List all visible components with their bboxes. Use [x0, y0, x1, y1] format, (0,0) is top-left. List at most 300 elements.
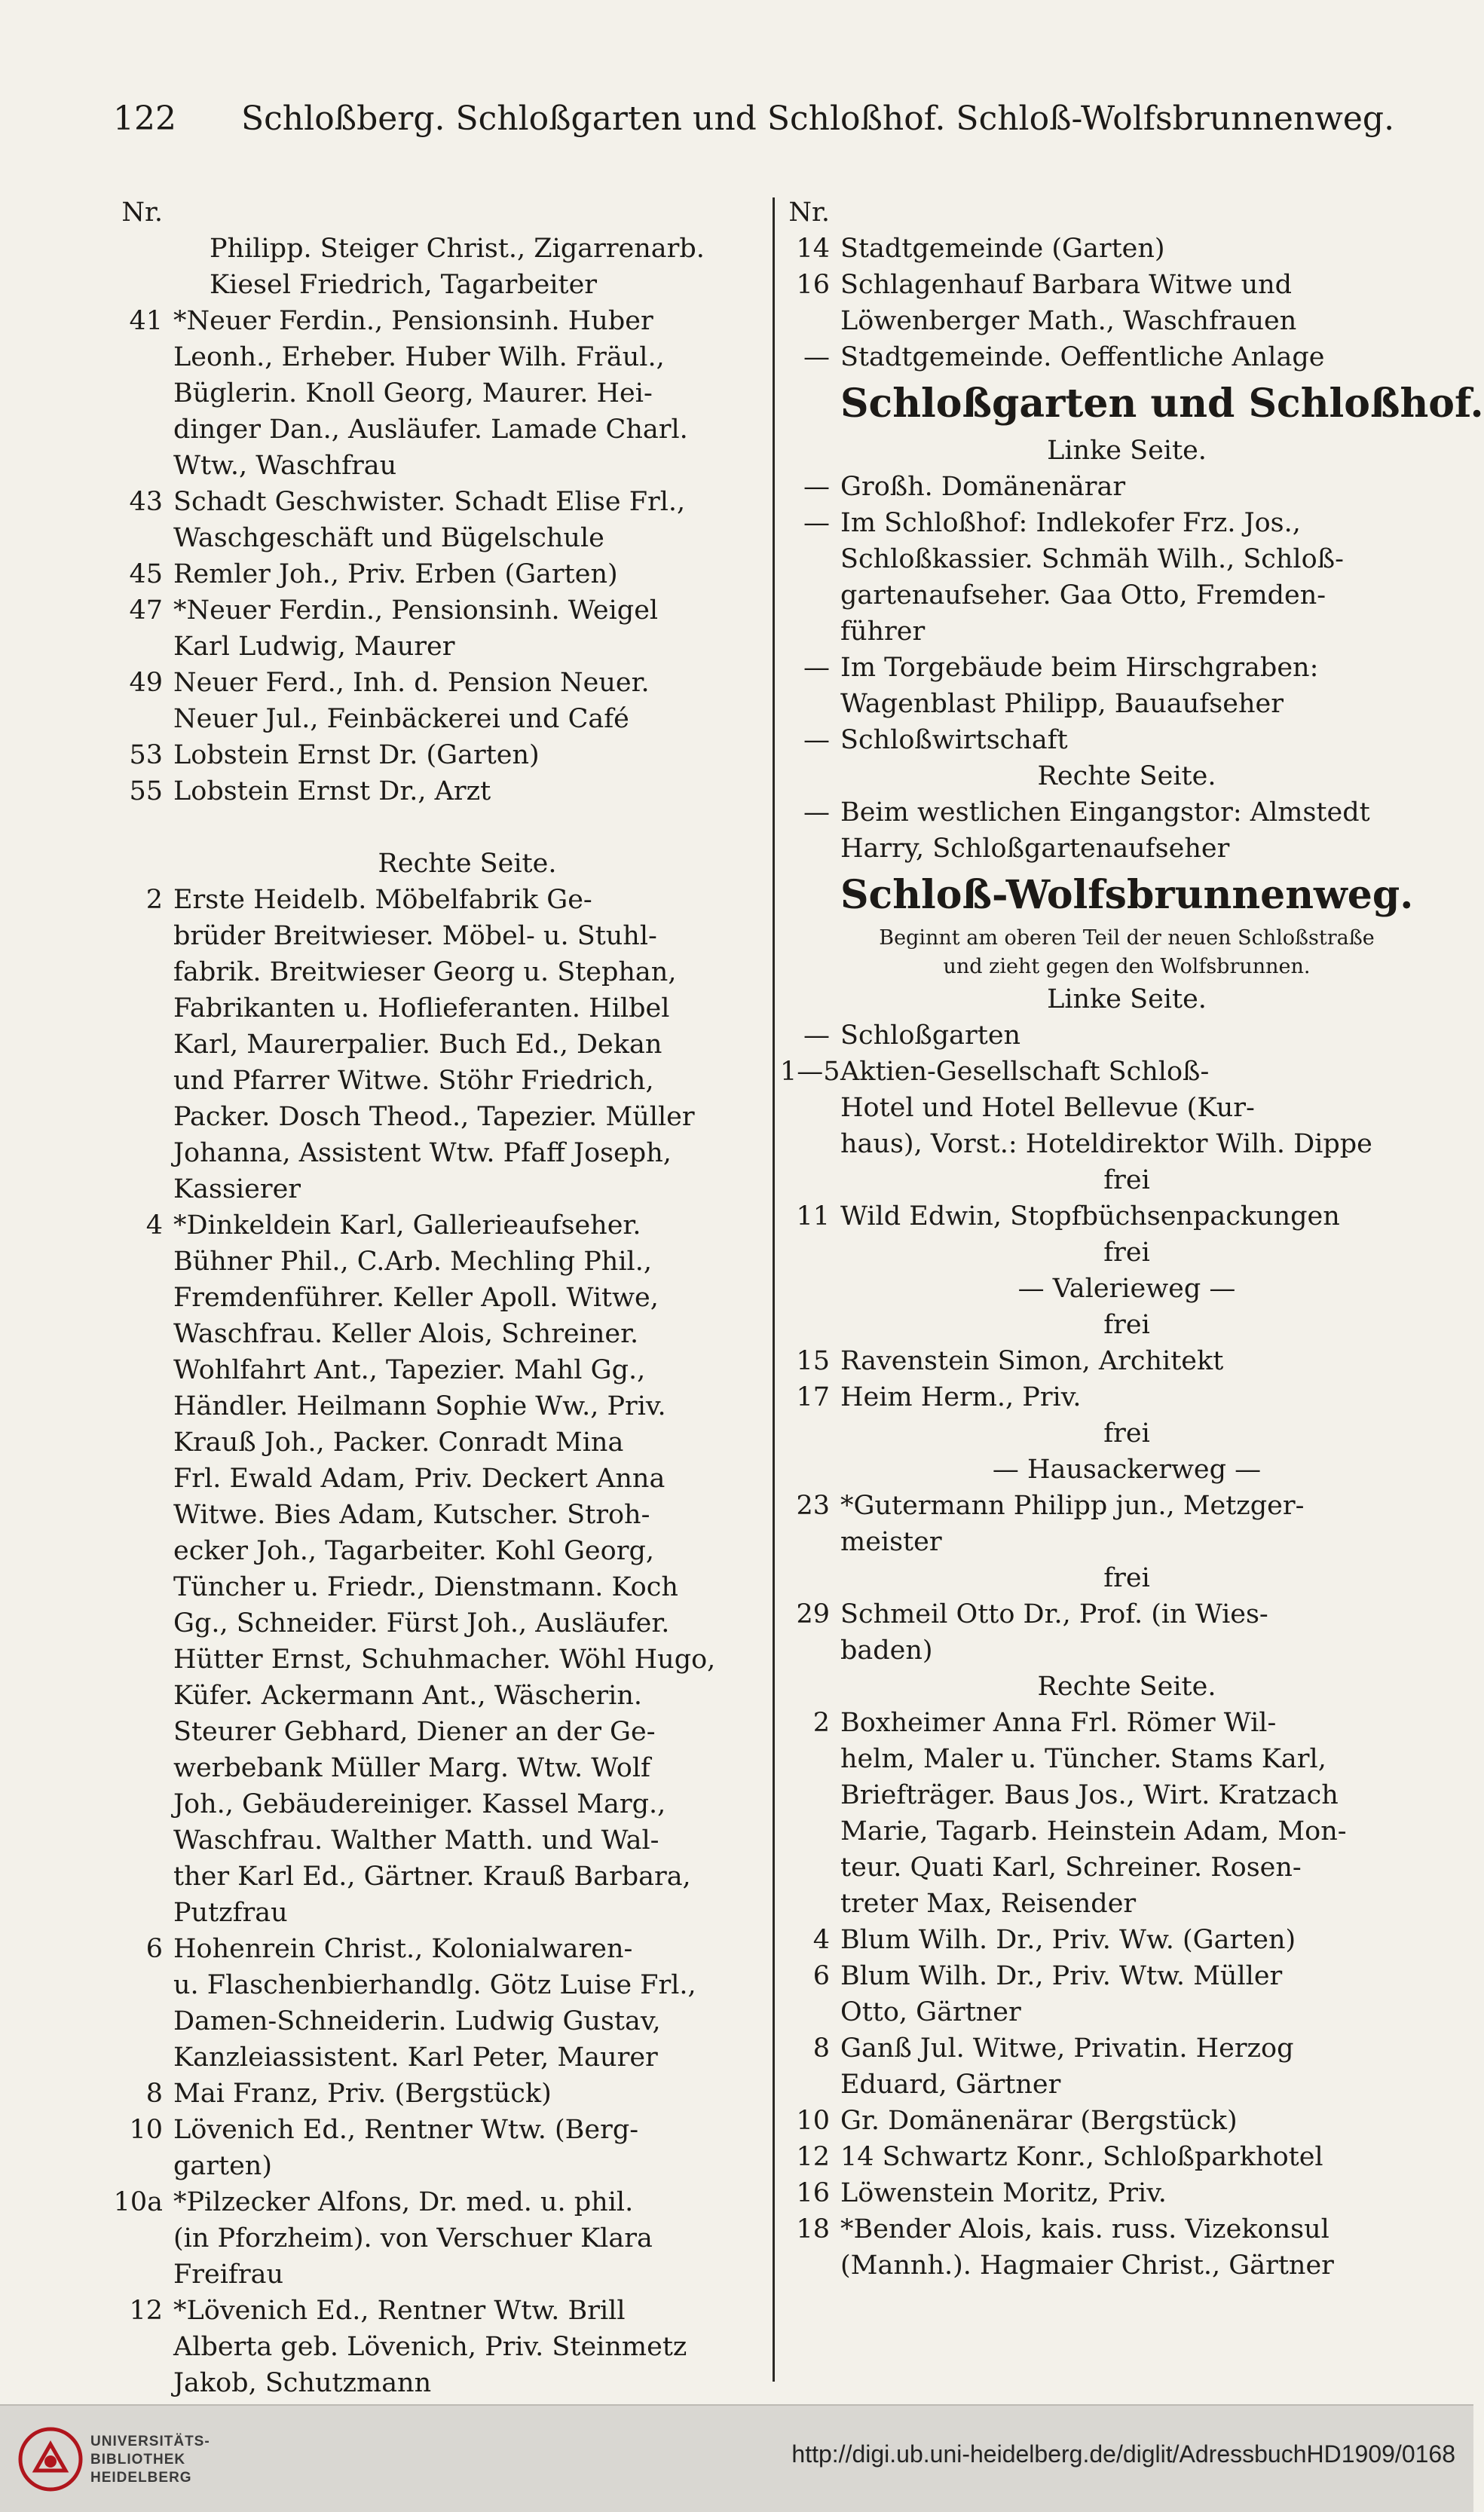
entry-text: Karl, Maurerpalier. Buch Ed., Dekan — [173, 1030, 662, 1060]
entry-text: Im Schloßhof: Indlekofer Frz. Jos., — [840, 508, 1301, 538]
entry-text: Rechte Seite. — [1037, 761, 1216, 791]
entry-text: *Dinkeldein Karl, Gallerieaufseher. — [173, 1210, 641, 1241]
house-number — [113, 2148, 173, 2184]
house-number: 43 — [129, 487, 163, 517]
house-number: 16 — [796, 270, 830, 300]
house-number — [113, 629, 173, 665]
entry-line — [113, 1533, 761, 1569]
entry-line — [113, 2076, 761, 2112]
house-number — [780, 1741, 840, 1777]
entry-line — [113, 1461, 761, 1497]
entry-line — [780, 1379, 1413, 1415]
house-number — [113, 2039, 173, 2076]
entry-text: Beim westlichen Eingangstor: Almstedt — [840, 797, 1370, 828]
house-number — [780, 1850, 840, 1886]
entry-text: Wtw., Waschfrau — [173, 451, 397, 481]
entry-line — [780, 1632, 1413, 1669]
entry-line — [780, 1271, 1413, 1307]
entry-line — [780, 831, 1413, 867]
entry-line — [113, 2148, 761, 2184]
entry-text: Lobstein Ernst Dr., Arzt — [173, 776, 491, 806]
entry-line — [113, 1280, 761, 1316]
house-number — [113, 1027, 173, 1063]
house-number: 17 — [796, 1382, 830, 1412]
house-number — [780, 1777, 840, 1813]
house-number — [113, 520, 173, 556]
entry-text: *Pilzecker Alfons, Dr. med. u. phil. — [173, 2187, 634, 2217]
entry-text: Wagenblast Philipp, Bauaufseher — [840, 689, 1284, 719]
house-number — [780, 924, 840, 953]
entry-text: Erste Heidelb. Möbelfabrik Ge- — [173, 885, 592, 915]
house-number: 2 — [812, 1708, 830, 1738]
entry-line — [780, 1415, 1413, 1452]
entry-text: *Neuer Ferdin., Pensionsinh. Huber — [173, 306, 653, 336]
entry-line — [113, 1388, 761, 1424]
entry-text: Waschfrau. Keller Alois, Schreiner. — [173, 1319, 639, 1349]
entry-text: Tüncher u. Friedr., Dienstmann. Koch — [173, 1572, 678, 1602]
entry-text: Freifrau — [173, 2260, 284, 2290]
entry-text: Schloß-Wolfsbrunnenweg. — [840, 872, 1414, 918]
house-number — [780, 541, 840, 577]
house-number — [113, 1895, 173, 1931]
entry-text: Kanzleiassistent. Karl Peter, Maurer — [173, 2042, 658, 2073]
entry-text: Neuer Ferd., Inh. d. Pension Neuer. — [173, 668, 650, 698]
entry-line — [780, 339, 1413, 375]
entry-text: Löwenstein Moritz, Priv. — [840, 2178, 1167, 2208]
entry-text: garten) — [173, 2151, 272, 2181]
house-number — [113, 412, 173, 448]
house-number — [780, 953, 840, 981]
entry-text: Remler Joh., Priv. Erben (Garten) — [173, 559, 618, 589]
entry-line — [780, 1741, 1413, 1777]
entry-line — [780, 1054, 1413, 1090]
entry-line — [113, 1642, 761, 1678]
entry-line — [113, 2039, 761, 2076]
entry-line — [780, 1922, 1413, 1958]
entry-line — [780, 1994, 1413, 2030]
house-number — [113, 1605, 173, 1642]
house-number: 4 — [145, 1210, 163, 1241]
house-number: 49 — [129, 668, 163, 698]
entry-line — [113, 1207, 761, 1244]
entry-text: Alberta geb. Lövenich, Priv. Steinmetz — [173, 2332, 687, 2362]
entry-line — [780, 1162, 1413, 1198]
house-number: 53 — [129, 740, 163, 770]
entry-line — [780, 650, 1413, 686]
entry-line — [113, 339, 761, 375]
entry-line — [113, 2112, 761, 2148]
house-number — [113, 231, 173, 267]
house-number — [780, 867, 840, 924]
entry-line — [113, 1316, 761, 1352]
house-number — [113, 1171, 173, 1207]
entry-text: frei — [1103, 1238, 1150, 1268]
entry-line — [780, 231, 1413, 267]
entry-line — [780, 1198, 1413, 1235]
house-number — [113, 1461, 173, 1497]
entry-text: Gg., Schneider. Fürst Joh., Ausläufer. — [173, 1608, 670, 1638]
university-seal-icon — [17, 2425, 84, 2493]
entry-text: Mai Franz, Priv. (Bergstück) — [173, 2079, 552, 2109]
house-number — [113, 1786, 173, 1822]
entry-text: Otto, Gärtner — [840, 1997, 1021, 2027]
entry-line — [780, 1777, 1413, 1813]
entry-line — [113, 954, 761, 990]
entry-line — [113, 1063, 761, 1099]
house-number — [113, 1569, 173, 1605]
entry-line — [780, 686, 1413, 722]
entry-text: Stadtgemeinde. Oeffentliche Anlage — [840, 342, 1325, 372]
entry-line — [113, 1678, 761, 1714]
house-number — [780, 831, 840, 867]
entry-line — [113, 809, 761, 846]
entry-text: Rechte Seite. — [378, 849, 557, 879]
house-number: 10 — [796, 2106, 830, 2136]
house-number — [113, 2257, 173, 2293]
library-line-3: HEIDELBERG — [90, 2470, 192, 2486]
house-number — [780, 1994, 840, 2030]
house-number: — — [803, 1020, 830, 1051]
house-number: 10a — [113, 2187, 163, 2217]
entry-line — [113, 701, 761, 737]
entry-text: ecker Joh., Tagarbeiter. Kohl Georg, — [173, 1536, 654, 1566]
entry-line — [780, 1596, 1413, 1632]
entry-line — [113, 520, 761, 556]
source-url-link[interactable]: http://digi.ub.uni-heidelberg.de/diglit/AdressbuchHD1909/0168 — [791, 2440, 1455, 2468]
library-line-1: UNIVERSITÄTS- — [90, 2434, 210, 2449]
entry-text: Schloßgarten und Schloßhof. — [840, 381, 1484, 427]
entry-text: *Bender Alois, kais. russ. Vizekonsul — [840, 2214, 1329, 2244]
house-number: 18 — [796, 2214, 830, 2244]
entry-line — [113, 303, 761, 339]
entry-text: Großh. Domänenärar — [840, 472, 1126, 502]
house-number — [113, 1063, 173, 1099]
entry-text: Eduard, Gärtner — [840, 2070, 1061, 2100]
entry-line — [780, 1669, 1413, 1705]
house-number — [113, 2003, 173, 2039]
entry-text: teur. Quati Karl, Schreiner. Rosen- — [840, 1853, 1302, 1883]
entry-text: *Lövenich Ed., Rentner Wtw. Brill — [173, 2296, 626, 2326]
entry-line — [780, 1850, 1413, 1886]
house-number: — — [803, 797, 830, 828]
entry-text: Schloßgarten — [840, 1020, 1021, 1051]
entry-text: Beginnt am oberen Teil der neuen Schloßstraße — [879, 926, 1375, 950]
house-number: 1—5 — [780, 1057, 840, 1087]
entry-text: frei — [1103, 1563, 1150, 1593]
house-number: — — [803, 725, 830, 755]
entry-text: Wohlfahrt Ant., Tapezier. Mahl Gg., — [173, 1355, 646, 1385]
entry-line — [113, 2329, 761, 2365]
house-number — [780, 1415, 840, 1452]
entry-text: haus), Vorst.: Hoteldirektor Wilh. Dippe — [840, 1129, 1372, 1159]
entry-line — [113, 665, 761, 701]
entry-text: — Hausackerweg — — [992, 1455, 1262, 1485]
right-column — [780, 194, 1484, 2380]
entry-line — [113, 267, 761, 303]
entry-line — [113, 1135, 761, 1171]
house-number — [113, 1678, 173, 1714]
left-column — [113, 194, 761, 2398]
house-number — [780, 1560, 840, 1596]
house-number — [113, 1316, 173, 1352]
entry-text: Putzfrau — [173, 1898, 288, 1928]
entry-text: Fabrikanten u. Hoflieferanten. Hilbel — [173, 993, 670, 1023]
house-number: Nr. — [788, 197, 830, 228]
entry-text: helm, Maler u. Tüncher. Stams Karl, — [840, 1744, 1326, 1774]
entry-text: baden) — [840, 1635, 933, 1666]
entry-line — [113, 1895, 761, 1931]
entry-text — [173, 809, 761, 846]
entry-line — [780, 1560, 1413, 1596]
entry-line — [113, 846, 761, 882]
entry-line — [113, 592, 761, 629]
entry-text: Ganß Jul. Witwe, Privatin. Herzog — [840, 2033, 1294, 2064]
entry-line — [113, 194, 761, 231]
entry-line — [780, 867, 1413, 924]
entry-text: Küfer. Ackermann Ant., Wäscherin. — [173, 1681, 642, 1711]
entry-line — [780, 758, 1413, 794]
house-number — [113, 954, 173, 990]
entry-line — [780, 953, 1413, 981]
house-number — [780, 1162, 840, 1198]
entry-text: Joh., Gebäudereiniger. Kassel Marg., — [173, 1789, 666, 1819]
entry-text: Aktien-Gesellschaft Schloß- — [840, 1057, 1210, 1087]
house-number — [113, 1967, 173, 2003]
entry-line — [113, 484, 761, 520]
entry-text: frei — [1103, 1165, 1150, 1195]
house-number — [780, 375, 840, 433]
entry-text: Waschfrau. Walther Matth. und Wal- — [173, 1825, 659, 1856]
entry-line — [113, 918, 761, 954]
house-number — [113, 1533, 173, 1569]
footer-bar — [0, 2404, 1473, 2512]
house-number — [113, 1352, 173, 1388]
house-number — [113, 846, 173, 882]
entry-text: (in Pforzheim). von Verschuer Klara — [173, 2223, 653, 2253]
house-number — [780, 1669, 840, 1705]
entry-line — [113, 231, 761, 267]
entry-line — [780, 2030, 1413, 2067]
entry-line — [780, 794, 1413, 831]
house-number — [780, 2247, 840, 2284]
entry-line — [113, 1786, 761, 1822]
entry-text: frei — [1103, 1418, 1150, 1449]
entry-line — [780, 1813, 1413, 1850]
entry-line — [113, 1750, 761, 1786]
entry-text: Gr. Domänenärar (Bergstück) — [840, 2106, 1238, 2136]
entry-line — [113, 2184, 761, 2220]
house-number: — — [803, 472, 830, 502]
entry-line — [780, 2103, 1413, 2139]
house-number — [113, 1642, 173, 1678]
house-number: 23 — [796, 1491, 830, 1521]
column-divider — [773, 197, 775, 2382]
entry-text: Bühner Phil., C.Arb. Mechling Phil., — [173, 1247, 652, 1277]
entry-text: Boxheimer Anna Frl. Römer Wil- — [840, 1708, 1277, 1738]
entry-line — [780, 981, 1413, 1017]
entry-text: Löwenberger Math., Waschfrauen — [840, 306, 1297, 336]
entry-text: u. Flaschenbierhandlg. Götz Luise Frl., — [173, 1970, 696, 2000]
house-number — [113, 1714, 173, 1750]
house-number — [113, 990, 173, 1027]
entry-text: Schadt Geschwister. Schadt Elise Frl., — [173, 487, 686, 517]
entry-line — [780, 1886, 1413, 1922]
entry-text: Händler. Heilmann Sophie Ww., Priv. — [173, 1391, 666, 1421]
house-number: 14 — [796, 234, 830, 264]
house-number: 6 — [812, 1961, 830, 1991]
house-number — [780, 686, 840, 722]
house-number: 4 — [812, 1925, 830, 1955]
entry-line — [780, 2175, 1413, 2211]
entry-text: Waschgeschäft und Bügelschule — [173, 523, 604, 553]
entry-text: — Valerieweg — — [1017, 1274, 1236, 1304]
entry-line — [780, 1958, 1413, 1994]
library-name — [90, 2433, 317, 2487]
entry-text: Schloßwirtschaft — [840, 725, 1068, 755]
entry-line — [113, 2257, 761, 2293]
house-number: 41 — [129, 306, 163, 336]
entry-text: brüder Breitwieser. Möbel- u. Stuhl- — [173, 921, 657, 951]
entry-text: 14 Schwartz Konr., Schloßparkhotel — [840, 2142, 1323, 2172]
entry-line — [113, 1859, 761, 1895]
house-number — [780, 613, 840, 650]
entry-text: Hohenrein Christ., Kolonialwaren- — [173, 1934, 633, 1964]
entry-line — [113, 1244, 761, 1280]
entry-text: Packer. Dosch Theod., Tapezier. Müller — [173, 1102, 695, 1132]
entry-line — [113, 1171, 761, 1207]
house-number — [780, 1886, 840, 1922]
entry-line — [780, 505, 1413, 541]
house-number: 8 — [145, 2079, 163, 2109]
entry-line — [113, 737, 761, 773]
entry-line — [780, 1343, 1413, 1379]
entry-text: Harry, Schloßgartenaufseher — [840, 834, 1230, 864]
page-number: 122 — [113, 99, 176, 138]
entry-text: (Mannh.). Hagmaier Christ., Gärtner — [840, 2250, 1334, 2281]
house-number — [113, 1750, 173, 1786]
house-number: 16 — [796, 2178, 830, 2208]
house-number — [113, 1388, 173, 1424]
entry-text: Linke Seite. — [1047, 436, 1207, 466]
entry-text: Linke Seite. — [1047, 984, 1207, 1014]
house-number — [780, 1307, 840, 1343]
entry-line — [113, 1967, 761, 2003]
house-number: 8 — [812, 2033, 830, 2064]
entry-line — [780, 1017, 1413, 1054]
house-number — [113, 267, 173, 303]
entry-text: Im Torgebäude beim Hirschgraben: — [840, 653, 1319, 683]
house-number — [113, 1822, 173, 1859]
house-number: 45 — [129, 559, 163, 589]
entry-text: Marie, Tagarb. Heinstein Adam, Mon- — [840, 1816, 1347, 1847]
house-number: 12 — [129, 2296, 163, 2326]
entry-line — [113, 2365, 761, 2401]
entry-line — [780, 303, 1413, 339]
house-number — [780, 2067, 840, 2103]
entry-line — [113, 556, 761, 592]
entry-line — [113, 412, 761, 448]
house-number: — — [803, 342, 830, 372]
entry-text: Jakob, Schutzmann — [173, 2368, 432, 2398]
entry-text: ther Karl Ed., Gärtner. Krauß Barbara, — [173, 1862, 691, 1892]
house-number — [113, 1135, 173, 1171]
entry-line — [780, 613, 1413, 650]
entry-line — [780, 194, 1413, 231]
entry-text: Karl Ludwig, Maurer — [173, 632, 455, 662]
page-title: Schloßberg. Schloßgarten und Schloßhof. Schloß-Wolfsbrunnenweg. — [241, 99, 1395, 138]
house-number — [780, 303, 840, 339]
house-number: 10 — [129, 2115, 163, 2145]
house-number — [780, 1271, 840, 1307]
entry-line — [113, 375, 761, 412]
entry-text: Stadtgemeinde (Garten) — [840, 234, 1165, 264]
entry-line — [113, 1569, 761, 1605]
entry-text: Heim Herm., Priv. — [840, 1382, 1082, 1412]
entry-text: Schloßkassier. Schmäh Wilh., Schloß- — [840, 544, 1344, 574]
house-number: 11 — [796, 1201, 830, 1232]
entry-line — [113, 1099, 761, 1135]
entry-text: Neuer Jul., Feinbäckerei und Café — [173, 704, 629, 734]
entry-line — [113, 1605, 761, 1642]
house-number — [113, 1099, 173, 1135]
entry-text: *Gutermann Philipp jun., Metzger- — [840, 1491, 1305, 1521]
house-number: 12 — [796, 2142, 830, 2172]
entry-text: Schlagenhauf Barbara Witwe und — [840, 270, 1293, 300]
house-number — [780, 758, 840, 794]
entry-line — [113, 1822, 761, 1859]
entry-line — [113, 1027, 761, 1063]
entry-text: Kiesel Friedrich, Tagarbeiter — [210, 270, 598, 300]
house-number — [780, 1090, 840, 1126]
house-number — [113, 809, 173, 846]
entry-line — [780, 924, 1413, 953]
house-number — [113, 1244, 173, 1280]
entry-text: führer — [840, 617, 926, 647]
entry-line — [780, 1524, 1413, 1560]
house-number: 6 — [145, 1934, 163, 1964]
house-number — [113, 1497, 173, 1533]
entry-text: treter Max, Reisender — [840, 1889, 1137, 1919]
entry-text: Blum Wilh. Dr., Priv. Wtw. Müller — [840, 1961, 1283, 1991]
entry-line — [113, 1424, 761, 1461]
house-number — [780, 981, 840, 1017]
house-number: 15 — [796, 1346, 830, 1376]
entry-line — [780, 1452, 1413, 1488]
entry-text: Johanna, Assistent Wtw. Pfaff Joseph, — [173, 1138, 672, 1168]
entry-line — [113, 1497, 761, 1533]
house-number — [113, 1859, 173, 1895]
entry-text: Briefträger. Baus Jos., Wirt. Kratzach — [840, 1780, 1339, 1810]
entry-text: werbebank Müller Marg. Wtw. Wolf — [173, 1753, 651, 1783]
entry-line — [780, 2139, 1413, 2175]
entry-line — [780, 1705, 1413, 1741]
entry-line — [780, 577, 1413, 613]
entry-line — [113, 448, 761, 484]
entry-line — [780, 722, 1413, 758]
entry-line — [113, 629, 761, 665]
entry-line — [780, 1488, 1413, 1524]
entry-text: Steurer Gebhard, Diener an der Ge- — [173, 1717, 656, 1747]
house-number — [113, 339, 173, 375]
house-number — [780, 1452, 840, 1488]
entry-text: Philipp. Steiger Christ., Zigarrenarb. — [210, 234, 705, 264]
entry-line — [113, 1931, 761, 1967]
house-number — [113, 1280, 173, 1316]
entry-text — [173, 194, 761, 231]
entry-text: und Pfarrer Witwe. Stöhr Friedrich, — [173, 1066, 654, 1096]
entry-line — [780, 433, 1413, 469]
entry-line — [780, 1307, 1413, 1343]
